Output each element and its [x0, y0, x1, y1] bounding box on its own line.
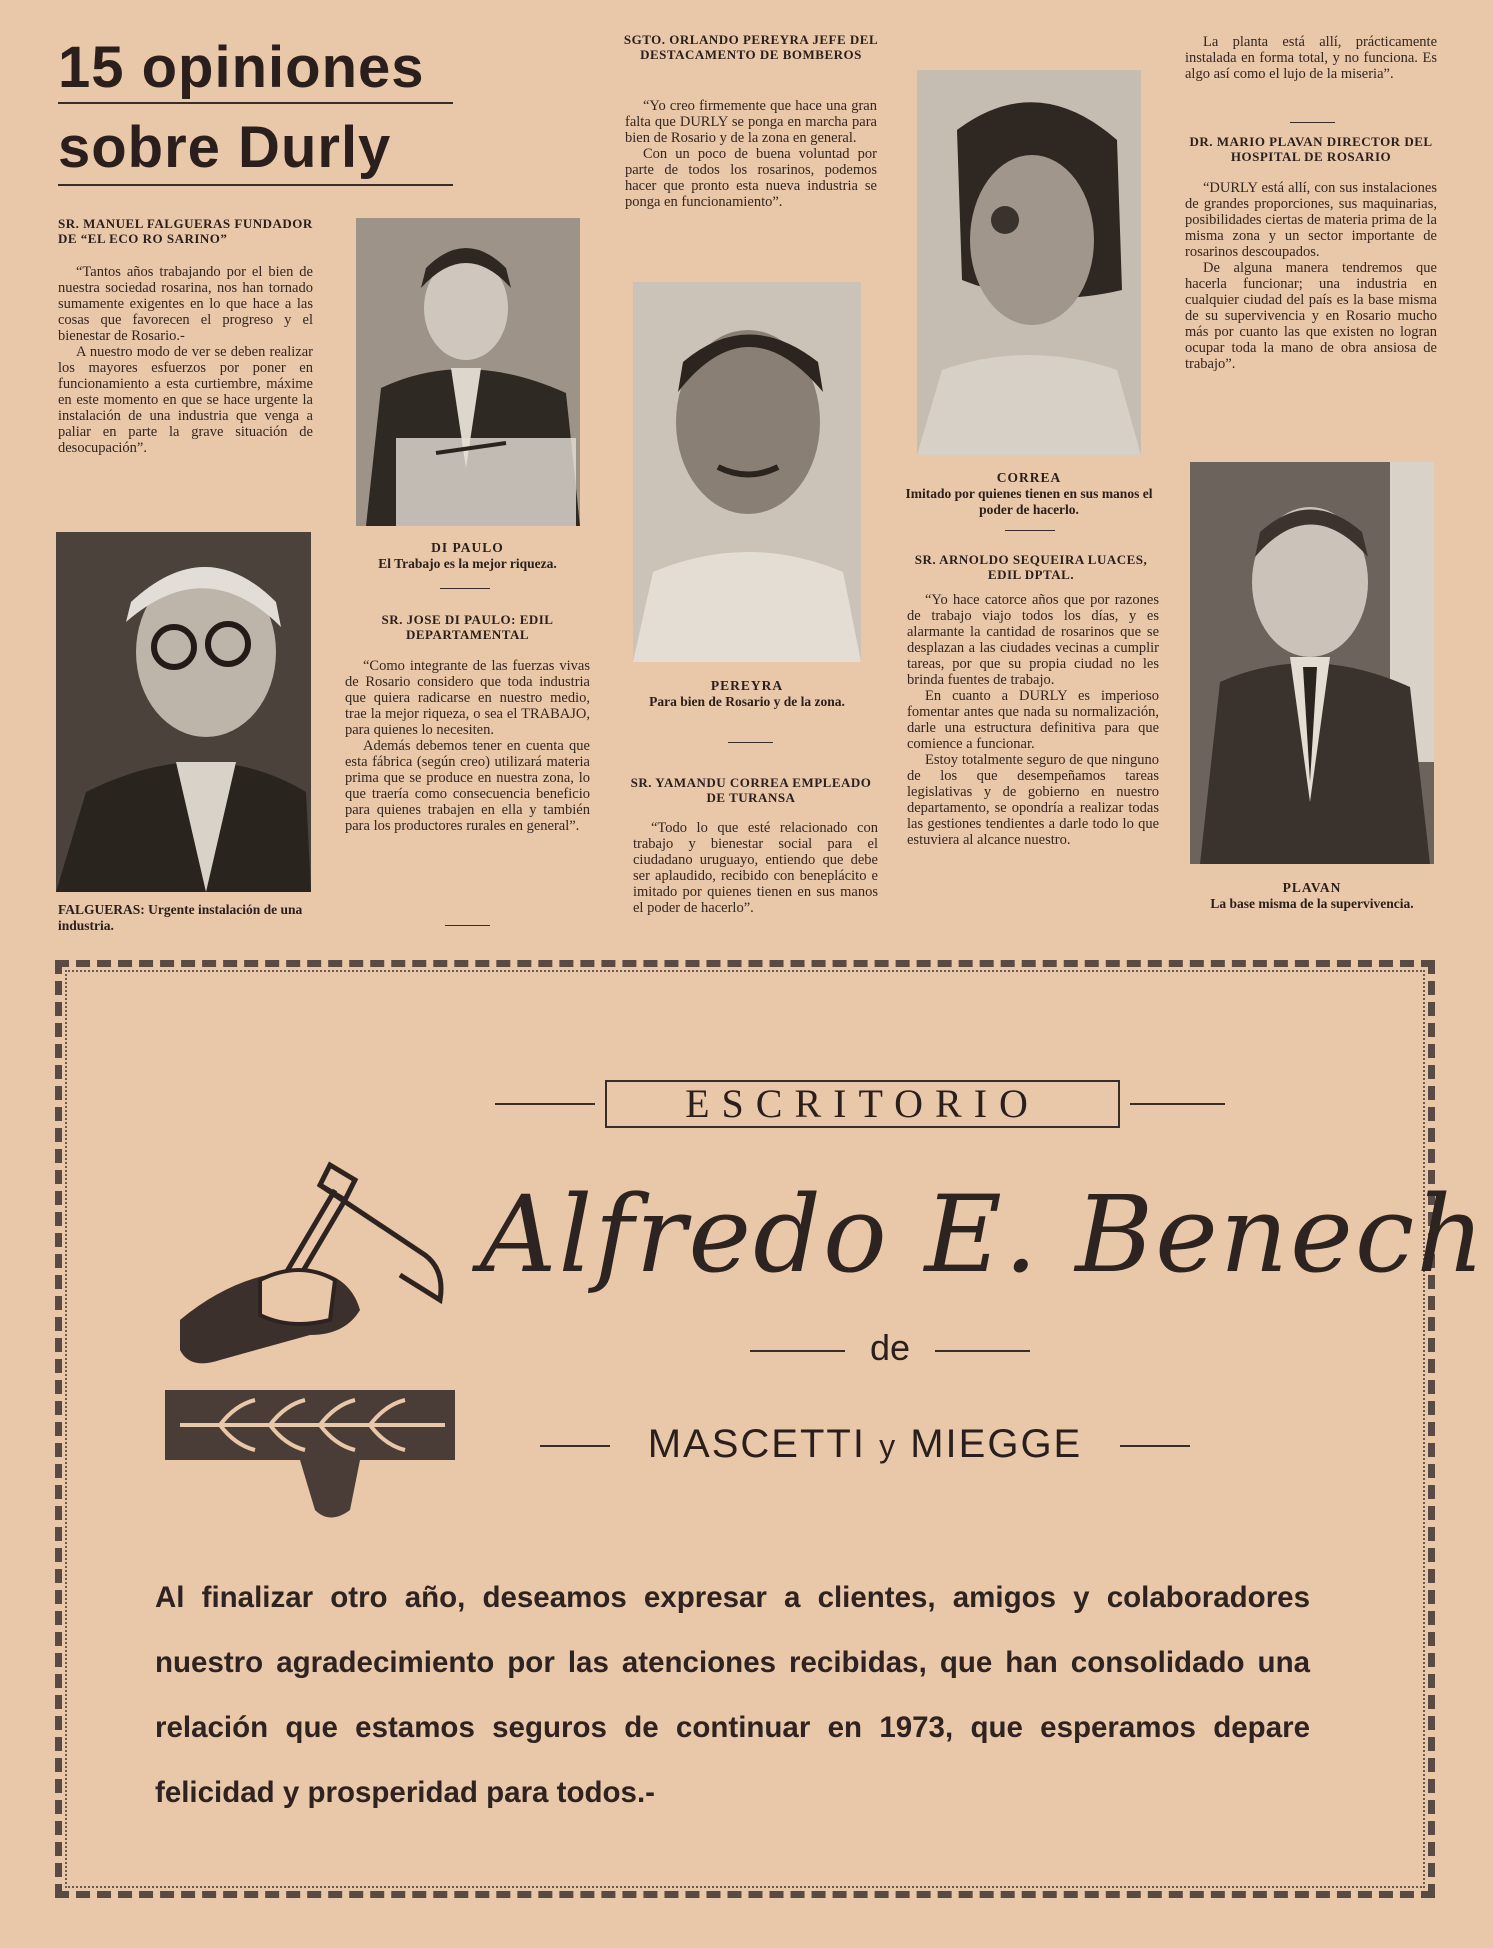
dipaulo-caption: [345, 540, 590, 572]
dipaulo-paragraph-2: Además debemos tener en cuenta que esta fábrica (según creo) utilizará materia prima que se produce en nuestra zona, lo que traería como consecuencia beneficio para quienes trabajen en ella y también para los productores rurales en general”.: [345, 738, 590, 834]
plavan-intro: [1185, 34, 1437, 82]
separator: [728, 742, 773, 743]
escritorio-header: ESCRITORIO: [605, 1080, 1120, 1128]
headline-line-2: sobre Durly: [58, 115, 392, 180]
plavan-paragraph-2: De alguna manera tendremos que hacerla funcionar; una industria en cualquier ciudad del país es la base misma de su supervivencia y en Rosario mucho más por cuanto las que existen no logran ocupar toda la mano de obra ansiosa de trabajo”.: [1185, 260, 1437, 372]
falgueras-article: [58, 264, 313, 456]
sequeira-paragraph-1: “Yo hace catorce años que por razones de trabajo viajo todos los días, y es alarmante la cantidad de rosarinos que se desplazan a las ciudades vecinas a cumplir tareas, por que su propia ciudad no les brinda fuentes de trabajo.: [907, 592, 1159, 688]
plavan-caption-text: La base misma de la supervivencia.: [1210, 896, 1414, 911]
company-rule-right: [1120, 1445, 1190, 1447]
de-rule-right: [935, 1350, 1030, 1352]
company-name: [615, 1420, 1115, 1470]
company-name-part-1: MASCETTI: [647, 1422, 866, 1466]
hammer-hand-logo: [160, 1160, 480, 1530]
falgueras-caption-name: FALGUERAS:: [58, 902, 145, 917]
portrait-pereyra-icon: [633, 282, 861, 662]
correa-photo: [917, 70, 1141, 455]
dipaulo-paragraph-1: “Como integrante de las fuerzas vivas de Rosario considero que toda industria que quiera radicarse en nuestro medio, trae la mejor riqueza, o sea el TRABAJO, para quienes lo necesiten.: [345, 658, 590, 738]
correa-article: [633, 820, 878, 916]
dipaulo-photo: [356, 218, 580, 526]
correa-caption: [905, 470, 1153, 518]
sequeira-article: [907, 592, 1159, 848]
hammer-hand-icon: [160, 1160, 480, 1530]
sequeira-paragraph-3: Estoy totalmente seguro de que ninguno de los que desempeñamos tareas legislativas y de gobierno en nuestro departamento, se opondría a realizar todas las gestiones tendientes a darle todo lo que estuviera al alcance nuestro.: [907, 752, 1159, 848]
escritorio-rule-right: [1130, 1103, 1225, 1105]
pereyra-photo: [633, 282, 861, 662]
plavan-paragraph-1: “DURLY está allí, con sus instalaciones de grandes proporciones, sus maquinarias, posibilidades ciertas de materia prima de la misma zona y un sector importante de rosarinos descoupados.: [1185, 180, 1437, 260]
plavan-photo: [1190, 462, 1434, 864]
portrait-dipaulo-icon: [356, 218, 580, 526]
sequeira-paragraph-2: En cuanto a DURLY es imperioso fomentar antes que nada su normalización, darle una estructura definitiva para que comience a funcionar.: [907, 688, 1159, 752]
falgueras-paragraph-1: “Tantos años trabajando por el bien de nuestra sociedad rosarina, nos han tornado sumamente exigentes en lo que hace a las cosas que favorecen el progreso y el bienestar de Rosario.-: [58, 264, 313, 344]
headline-line-1: 15 opiniones: [58, 35, 425, 100]
connector-word: de: [869, 1327, 911, 1368]
portrait-correa-icon: [917, 70, 1141, 455]
de-rule-left: [750, 1350, 845, 1352]
falgueras-byline: SR. MANUEL FALGUERAS FUNDADOR DE “EL ECO RO SARINO”: [58, 216, 313, 246]
pereyra-caption-name: PEREYRA: [710, 678, 784, 693]
pereyra-caption: [633, 678, 861, 710]
plavan-intro-paragraph: La planta está allí, prácticamente instalada en forma total, y no funciona. Es algo así como el lujo de la miseria”.: [1185, 34, 1437, 82]
falgueras-caption: [58, 902, 313, 934]
advertiser-name: Alfredo E. Benech: [480, 1173, 1487, 1296]
pereyra-paragraph-2: Con un poco de buena voluntad por parte de todos los rosarinos, podemos hacer que pronto esta nueva industria se ponga en funcionamiento”.: [625, 146, 877, 210]
pereyra-caption-text: Para bien de Rosario y de la zona.: [649, 694, 845, 709]
pereyra-article: [625, 98, 877, 210]
portrait-falgueras-icon: [56, 532, 311, 892]
correa-paragraph-1: “Todo lo que esté relacionado con trabajo y bienestar social para el ciudadano uruguayo, entiendo que debe ser aplaudido, recibido con beneplácito e imitado por quienes tienen en sus manos el poder de hacerlo”.: [633, 820, 878, 916]
plavan-caption-name: PLAVAN: [1282, 880, 1342, 895]
pereyra-byline: SGTO. ORLANDO PEREYRA JEFE DEL DESTACAMENTO DE BOMBEROS: [623, 32, 879, 62]
correa-byline: SR. YAMANDU CORREA EMPLEADO DE TURANSA: [630, 775, 872, 805]
dipaulo-caption-text: El Trabajo es la mejor riqueza.: [378, 556, 557, 571]
falgueras-paragraph-2: A nuestro modo de ver se deben realizar los mayores esfuerzos por poner en funcionamiento a esta curtiembre, máxime en este momento en que se hace urgente la instalación de una industria que venga a paliar en parte la grave situación de desocupación”.: [58, 344, 313, 456]
separator: [1290, 122, 1335, 123]
plavan-caption: [1190, 880, 1434, 912]
plavan-byline: DR. MARIO PLAVAN DIRECTOR DEL HOSPITAL DE ROSARIO: [1189, 134, 1433, 164]
dipaulo-article: [345, 658, 590, 834]
company-name-part-2: MIEGGE: [910, 1422, 1083, 1466]
falgueras-photo: [56, 532, 311, 892]
separator: [440, 588, 490, 589]
advertisement-message: Al finalizar otro año, deseamos expresar a clientes, amigos y colaboradores nuestro agradecimiento por las atenciones recibidas, que han consolidado una relación que estamos seguros de continuar en 1973, que esperamos depare felicidad y prosperidad para todos.-: [155, 1581, 1310, 1809]
plavan-article: [1185, 180, 1437, 372]
correa-caption-name: CORREA: [996, 470, 1062, 485]
dipaulo-caption-name: DI PAULO: [431, 540, 504, 555]
correa-caption-text: Imitado por quienes tienen en sus manos el poder de hacerlo.: [905, 486, 1153, 517]
headline-rule-bottom: [58, 184, 453, 186]
portrait-plavan-icon: [1190, 462, 1434, 864]
sequeira-byline: SR. ARNOLDO SEQUEIRA LUACES, EDIL DPTAL.: [914, 552, 1148, 582]
falgueras-caption-text: Urgente instalación de una industria.: [58, 902, 303, 933]
dipaulo-byline: SR. JOSE DI PAULO: EDIL DEPARTAMENTAL: [381, 612, 554, 642]
pereyra-paragraph-1: “Yo creo firmemente que hace una gran falta que DURLY se ponga en marcha para bien de Rosario y de la zona en general.: [625, 98, 877, 146]
escritorio-rule-left: [495, 1103, 595, 1105]
separator: [445, 925, 490, 926]
separator: [1005, 530, 1055, 531]
company-name-and: y: [879, 1428, 898, 1464]
company-rule-left: [540, 1445, 610, 1447]
